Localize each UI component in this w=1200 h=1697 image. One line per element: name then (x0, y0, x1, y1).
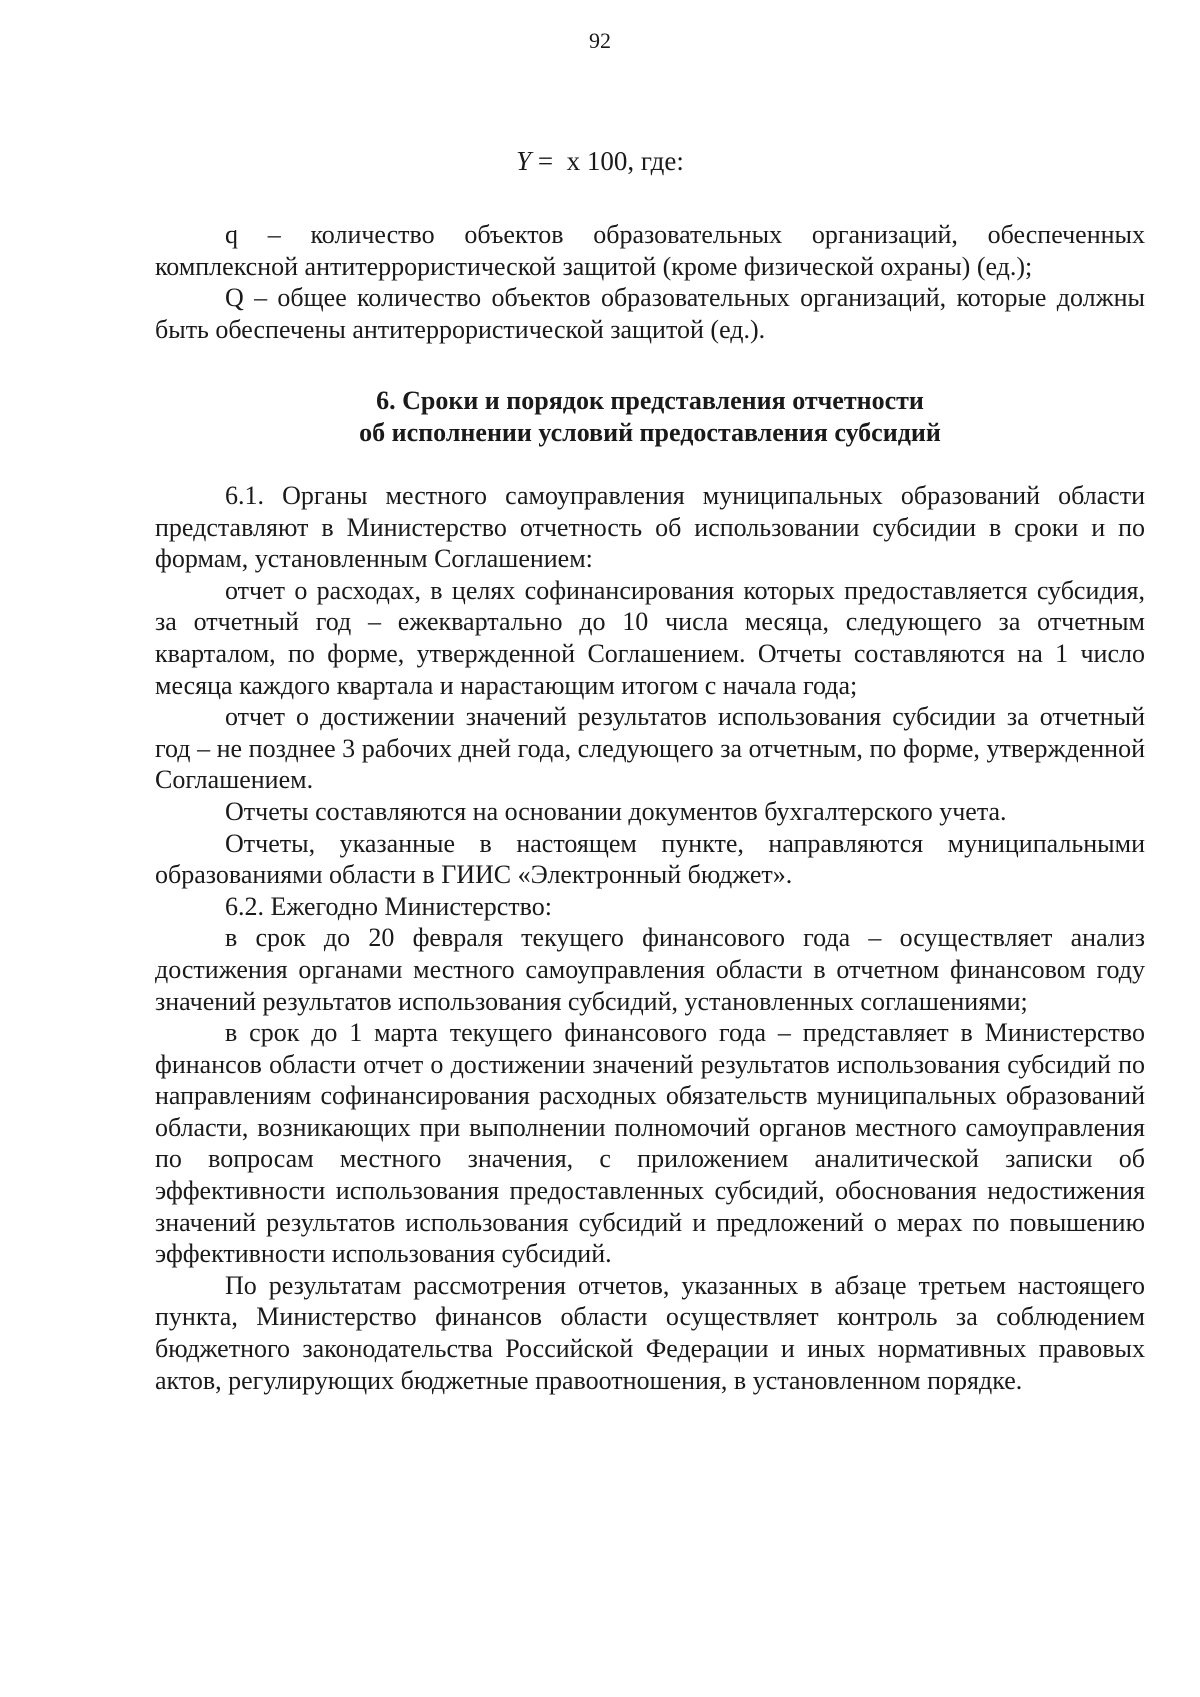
paragraph-results-report: отчет о достижении значений результатов использования субсидии за отчетный год – не позднее 3 рабочих дней года, следующего за отчетным, по форме, утвержденной Соглашением. (155, 702, 1145, 795)
paragraph-feb-20: в срок до 20 февраля текущего финансового года – осуществляет анализ достижения органами местного самоуправления области в отчетном финансовом году значений результатов использования субсидий, установленных соглашениями; (155, 923, 1145, 1016)
formula-variable: Y (516, 146, 532, 176)
paragraph-accounting-basis: Отчеты составляются на основании документов бухгалтерского учета. (225, 796, 1007, 826)
page-number: 92 (589, 28, 611, 53)
paragraph-6-1: 6.1. Органы местного самоуправления муниципальных образований области представляют в Министерство отчетность об использовании субсидии в сроки и по формам, установленным Соглашением: (155, 481, 1145, 574)
definition-Q: Q – общее количество объектов образовательных организаций, которые должны быть обеспечены антитеррористической защитой (ед.). (155, 283, 1145, 344)
formula-expression: x 100, где: (559, 146, 684, 176)
paragraph-6-2: 6.2. Ежегодно Министерство: (225, 891, 552, 921)
paragraph-expense-report: отчет о расходах, в целях софинансирования которых предоставляется субсидия, за отчетный год – ежеквартально до 10 числа месяца, следующего за отчетным кварталом, по форме, утвержденной Соглашением. Отчеты составляются на 1 число месяца каждого квартала и нарастающим итогом с начала года; (155, 575, 1145, 700)
section-heading (155, 385, 1145, 449)
paragraph-control: По результатам рассмотрения отчетов, указанных в абзаце третьем настоящего пункта, Министерство финансов области осуществляет контроль за соблюдением бюджетного законодательства Российской Федерации и иных нормативных правовых актов, регулирующих бюджетные правоотношения, в установленном порядке. (155, 1270, 1145, 1395)
formula (0, 146, 1200, 177)
formula-equals: = (531, 146, 560, 176)
definitions-block (155, 219, 1145, 345)
paragraph-electronic-budget: Отчеты, указанные в настоящем пункте, направляются муниципальными образованиями области в ГИИС «Электронный бюджет». (155, 828, 1145, 890)
definition-q: q – количество объектов образовательных организаций, обеспеченных комплексной антитеррористической защитой (кроме физической охраны) (ед.); (155, 220, 1145, 281)
paragraph-mar-1: в срок до 1 марта текущего финансового года – представляет в Министерство финансов области отчет о достижении значений результатов использования субсидий по направлениям софинансирования расходных обязательств муниципальных образований области, возникающих при выполнении полномочий органов местного самоуправления по вопросам местного значения, с приложением аналитической записки об эффективности использования предоставленных субсидий, обоснования недостижения значений результатов использования субсидий и предложений о мерах по повышению эффективности использования субсидий. (155, 1018, 1145, 1269)
body-text (155, 480, 1145, 1396)
section-heading-line2: об исполнении условий предоставления субсидий (359, 418, 941, 447)
section-heading-line1: 6. Сроки и порядок представления отчетности (376, 386, 924, 415)
